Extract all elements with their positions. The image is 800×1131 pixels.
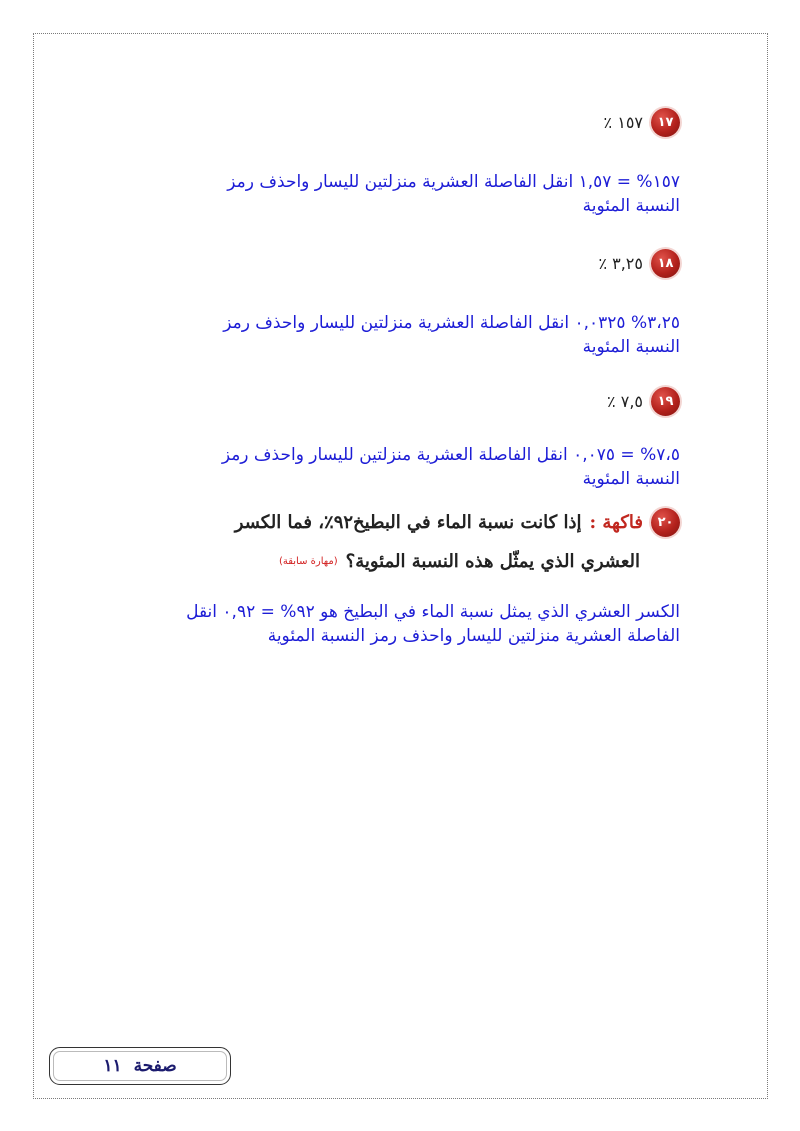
- problem-number-badge: ٢٠: [651, 508, 680, 537]
- answer-20: [186, 600, 680, 648]
- problem-number-badge: ١٧: [651, 108, 680, 137]
- problem-18: [598, 249, 680, 278]
- answer-line: النسبة المئوية: [582, 337, 680, 357]
- problem-value: ٪ ٧,٥: [607, 392, 643, 411]
- problem-value: ٪ ٣,٢٥: [598, 254, 643, 273]
- page-label: صفحة: [133, 1056, 177, 1076]
- page-number: ١١: [103, 1056, 122, 1076]
- answer-18: [223, 311, 680, 359]
- problem-value: ٪ ١٥٧: [603, 113, 643, 132]
- problem-number-badge: ١٩: [651, 387, 680, 416]
- problem-19: [607, 387, 680, 416]
- answer-line: الفاصلة العشرية منزلتين لليسار واحذف رمز النسبة المئوية: [267, 626, 680, 646]
- answer-line: النسبة المئوية: [582, 196, 680, 216]
- answer-line: ١٥٧% = ١,٥٧ انقل الفاصلة العشرية منزلتين لليسار واحذف رمز: [227, 172, 680, 192]
- skill-tag: (مهارة سابقة): [278, 556, 338, 567]
- answer-19: [222, 443, 680, 491]
- question-text: إذا كانت نسبة الماء في البطيخ٩٢٪، فما الكسر: [234, 512, 582, 533]
- answer-line: ٧،٥% = ٠,٠٧٥ انقل الفاصلة العشرية منزلتين لليسار واحذف رمز: [221, 445, 680, 465]
- question-line: [235, 508, 680, 537]
- question-20: [235, 508, 680, 572]
- page-number-tag: [49, 1047, 231, 1085]
- answer-line: النسبة المئوية: [582, 469, 680, 489]
- answer-line: الكسر العشري الذي يمثل نسبة الماء في البطيخ هو ٩٢% = ٠,٩٢ انقل: [186, 602, 680, 622]
- answer-17: [227, 170, 680, 218]
- question-text: العشري الذي يمثّل هذه النسبة المئوية؟: [345, 551, 640, 572]
- question-line: [235, 551, 640, 572]
- problem-17: [604, 108, 680, 137]
- answer-line: ٣،٢٥% ٠,٠٣٢٥ انقل الفاصلة العشرية منزلتين لليسار واحذف رمز: [223, 313, 680, 333]
- problem-number-badge: ١٨: [651, 249, 680, 278]
- question-topic-label: فاكهة :: [589, 512, 643, 533]
